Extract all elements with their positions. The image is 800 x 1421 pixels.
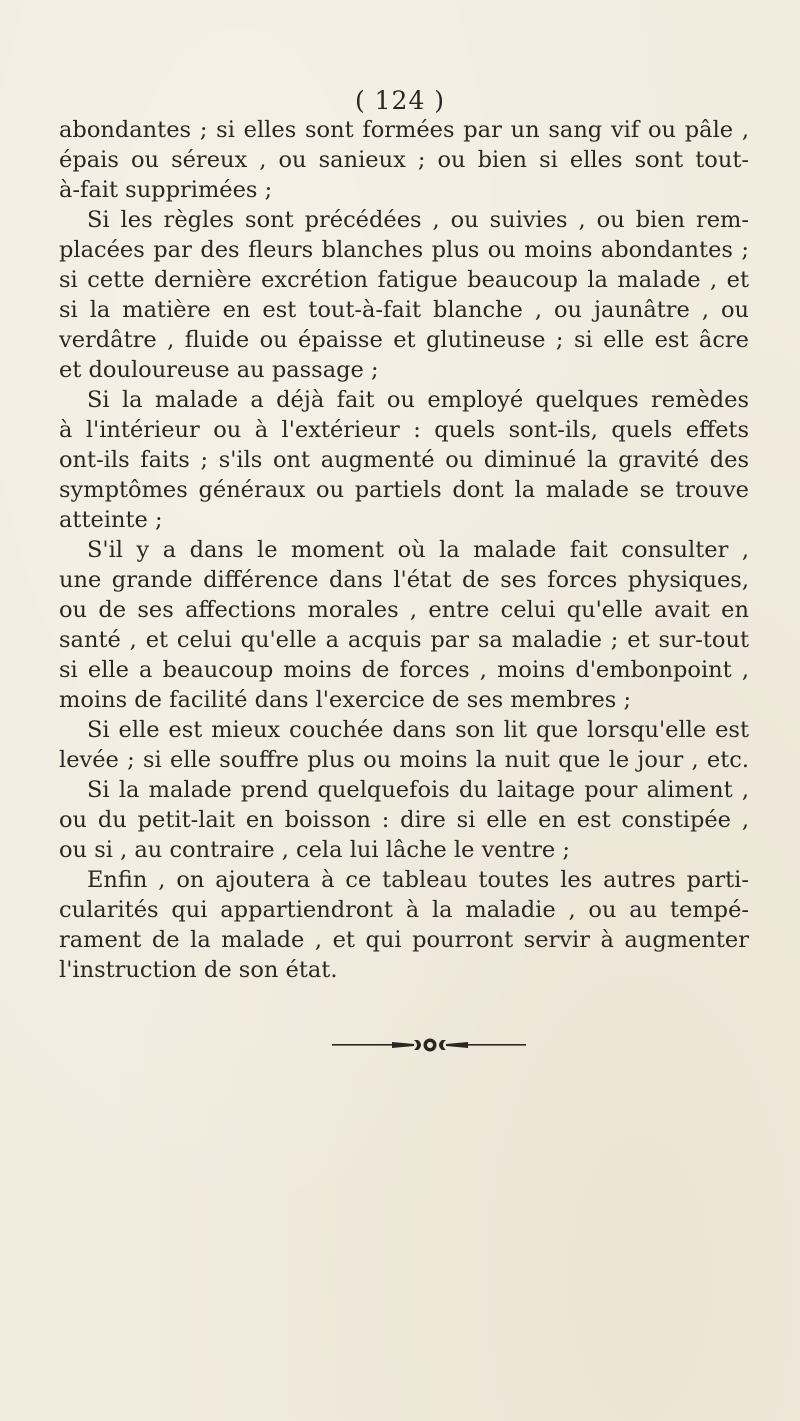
text-line: Si la malade prend quelquefois du laitage pour aliment , (87, 777, 749, 803)
text-line: si cette dernière excrétion fatigue beaucoup la malade , et (59, 267, 749, 293)
text-line: ou de ses affections morales , entre celui qu'elle avait en (59, 597, 749, 623)
text-line: épais ou séreux , ou sanieux ; ou bien si elles sont tout- (59, 147, 749, 173)
text-line: santé , et celui qu'elle a acquis par sa maladie ; et sur-tout (59, 627, 749, 653)
text-line: si elle a beaucoup moins de forces , moins d'embonpoint , (59, 657, 749, 683)
text-line: ou du petit-lait en boisson : dire si elle en est constipée , (59, 807, 749, 833)
paragraph (59, 115, 749, 205)
text-line: Si les règles sont précédées , ou suivies , ou bien rem- (87, 207, 749, 233)
text-line: verdâtre , fluide ou épaisse et glutineuse ; si elle est âcre (59, 327, 749, 353)
text-line: symptômes généraux ou partiels dont la malade se trouve (59, 477, 749, 503)
paragraph (59, 385, 749, 535)
text-line: Si la malade a déjà fait ou employé quelques remèdes (87, 387, 749, 413)
paragraph (59, 775, 749, 865)
text-line: Si elle est mieux couchée dans son lit que lorsqu'elle est (87, 717, 749, 743)
text-line: une grande différence dans l'état de ses forces physiques, (59, 567, 749, 593)
text-line: si la matière en est tout-à-fait blanche , ou jaunâtre , ou (59, 297, 749, 323)
paragraph (59, 865, 749, 985)
text-line: à l'intérieur ou à l'extérieur : quels sont-ils, quels effets (59, 417, 749, 443)
text-line: et douloureuse au passage ; (59, 357, 379, 383)
text-line: ou si , au contraire , cela lui lâche le ventre ; (59, 837, 570, 863)
body-text (59, 115, 749, 985)
text-line: l'instruction de son état. (59, 957, 338, 983)
printer-ornament-icon (330, 1033, 530, 1057)
text-line: levée ; si elle souffre plus ou moins la nuit que le jour , etc. (59, 747, 749, 773)
paragraph (59, 535, 749, 715)
text-line: ont-ils faits ; s'ils ont augmenté ou diminué la gravité des (59, 447, 749, 473)
text-line: à-fait supprimées ; (59, 177, 273, 203)
text-line: Enfin , on ajoutera à ce tableau toutes les autres parti- (87, 867, 749, 893)
paragraph (59, 715, 749, 775)
text-line: cularités qui appartiendront à la maladie , ou au tempé- (59, 897, 749, 923)
text-line: moins de facilité dans l'exercice de ses membres ; (59, 687, 632, 713)
text-line: placées par des fleurs blanches plus ou moins abondantes ; (59, 237, 749, 263)
page-number: ( 124 ) (354, 86, 446, 115)
paragraph (59, 205, 749, 385)
text-line: atteinte ; (59, 507, 163, 533)
text-line: rament de la malade , et qui pourront servir à augmenter (59, 927, 749, 953)
text-line: S'il y a dans le moment où la malade fait consulter , (87, 537, 749, 563)
text-line: abondantes ; si elles sont formées par un sang vif ou pâle , (59, 117, 749, 143)
